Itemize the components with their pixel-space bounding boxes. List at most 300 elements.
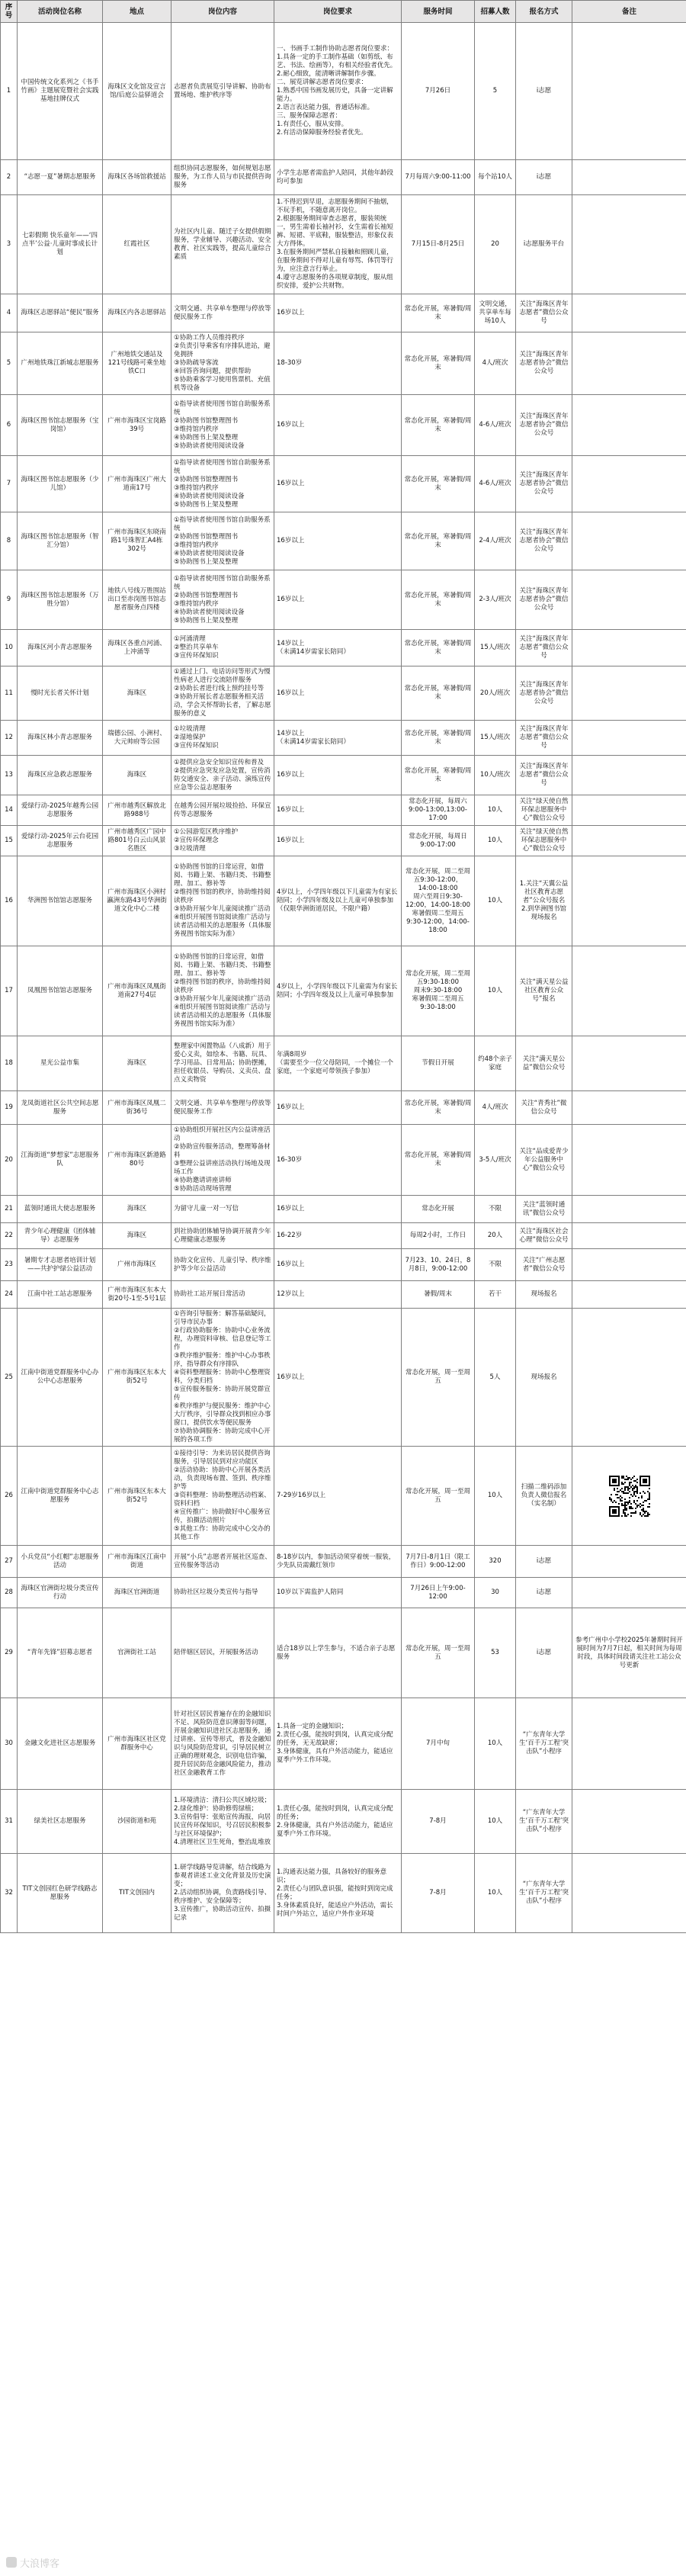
cell-time: 7月中旬	[402, 1698, 475, 1790]
cell-content: ①协助图书馆的日常运营，如借阅、书籍上架、书籍归类、书籍整理、加工、修补等 ②维持图书馆的秩序，协助维持阅读秩序 ③协助开展少年儿童阅读推广活动 ④组织开展图书馆阅读推广活动与读者活动相关的志愿服务（具体服务视图书馆实际为准）	[172, 856, 274, 946]
table-row	[1, 195, 686, 294]
header-signup: 报名方式	[516, 1, 572, 23]
table-row	[1, 1249, 686, 1281]
cell-requirement: 4岁以上，小学四年级以下儿童需为有家长陪同；小学四年级及以上儿童可单独参加（仅限华洲街道居民，不限户籍）	[274, 856, 402, 946]
cell-content: ①通过上门、电话访问等形式为慢性病老人进行交流陪伴服务 ②协助长者进行线上预约挂号等 ③协助开展长者志愿服务相关活动，学会关怀帮助长者，了解志愿服务的意义	[172, 666, 274, 721]
cell-place: 广州市海珠区凤凰街道南27号4层	[103, 946, 172, 1036]
cell-name: 小兵党员“小红帽”志愿服务活动	[18, 1546, 103, 1578]
cell-name: TIT文创园红色研学线路志愿服务	[18, 1854, 103, 1933]
cell-place: 海珠区	[103, 756, 172, 795]
cell-count: 2-4人/班次	[475, 512, 516, 570]
cell-no: 20	[1, 1125, 18, 1196]
table-row	[1, 630, 686, 666]
cell-remark	[572, 160, 686, 195]
cell-place: 广州市海珠区凤凰二街36号	[103, 1091, 172, 1125]
cell-remark	[572, 826, 686, 856]
cell-remark	[572, 856, 686, 946]
cell-time: 常态化开展，寒暑假/周末	[402, 756, 475, 795]
cell-remark	[572, 1698, 686, 1790]
header-time: 服务时间	[402, 1, 475, 23]
table-row	[1, 666, 686, 721]
cell-content: 协助文化宣传、儿童引导、秩序维护等少年公益活动	[172, 1249, 274, 1281]
cell-name: 星光公益市集	[18, 1036, 103, 1091]
cell-remark	[572, 395, 686, 456]
cell-time: 暑假/周末	[402, 1281, 475, 1309]
cell-count: 10人	[475, 856, 516, 946]
table-row	[1, 1036, 686, 1091]
cell-content: 文明交通、共享单车整理与停放等便民服务工作	[172, 1091, 274, 1125]
cell-name: “青年先锋”招募志愿者	[18, 1608, 103, 1698]
cell-name: 海珠区应急救志愿服务	[18, 756, 103, 795]
cell-no: 16	[1, 856, 18, 946]
cell-no: 8	[1, 512, 18, 570]
cell-signup: “广东青年大学生‘百千万工程’突击队”小程序	[516, 1790, 572, 1854]
cell-remark	[572, 1447, 686, 1546]
cell-remark	[572, 1578, 686, 1608]
cell-content: ①垃圾清理 ②湿地保护 ③宣传环保知识	[172, 721, 274, 756]
cell-place: 广州市海珠区新港路80号	[103, 1125, 172, 1196]
cell-time: 常态化开展，寒暑假/周末	[402, 395, 475, 456]
cell-time: 常态化开展，寒暑假/周末	[402, 721, 475, 756]
cell-requirement: 4岁以上，小学四年级以下儿童需为有家长陪同；小学四年级及以上儿童可单独参加	[274, 946, 402, 1036]
cell-name: 爱绿行动-2025年越秀公园志愿服务	[18, 795, 103, 826]
cell-no: 7	[1, 456, 18, 512]
cell-signup: i志愿	[516, 1578, 572, 1608]
table-row	[1, 1223, 686, 1249]
cell-signup: 扫描二维码添加负责人微信报名（实名制）	[516, 1447, 572, 1546]
cell-no: 31	[1, 1790, 18, 1854]
cell-no: 23	[1, 1249, 18, 1281]
watermark-text: 大浪博客	[20, 2557, 60, 2569]
cell-content: 开展“小兵”志愿者开展社区巡查、宣传服务等活动	[172, 1546, 274, 1578]
cell-remark	[572, 1309, 686, 1447]
cell-time: 常态化开展，周二至周五9:30-12:00，14:00-18:00 周六至周日9:30-12:00，14:00-18:00 寒暑假周二至周五9:30-12:00，14:00-18:00	[402, 856, 475, 946]
table-row	[1, 946, 686, 1036]
cell-signup: 关注“海珠区青年志愿者”微信公众号	[516, 721, 572, 756]
cell-content: ①指导读者使用图书馆自助服务系统 ②协助图书馆整理图书 ③维持馆内秩序 ④协助读者使用阅读设备 ⑤协助图书上架及整理	[172, 512, 274, 570]
table-row	[1, 1546, 686, 1578]
cell-count: 20	[475, 195, 516, 294]
cell-no: 12	[1, 721, 18, 756]
cell-place: 沙园街道和苑	[103, 1790, 172, 1854]
cell-place: 海珠区各场馆救援站	[103, 160, 172, 195]
cell-content: 为社区内儿童、随迁子女提供假期服务，学业辅导、兴趣活动、安全教育、社区实践等，提高儿童综合素质	[172, 195, 274, 294]
cell-signup: 关注“海珠区青年志愿者协会”微信公众号	[516, 570, 572, 630]
cell-no: 15	[1, 826, 18, 856]
cell-remark	[572, 570, 686, 630]
cell-no: 9	[1, 570, 18, 630]
cell-remark	[572, 1091, 686, 1125]
cell-place: 瑞德公园、小洲村、大元帅府等公园	[103, 721, 172, 756]
header-place: 地点	[103, 1, 172, 23]
cell-remark	[572, 23, 686, 160]
cell-time: 常态化开展，寒暑假/周末	[402, 332, 475, 395]
cell-time: 常态化开展，寒暑假/周末	[402, 666, 475, 721]
cell-content: 协助社区垃圾分类宣传与指导	[172, 1578, 274, 1608]
cell-signup: 关注“品成爱青少年公益服务中心”微信公众号	[516, 1125, 572, 1196]
cell-no: 1	[1, 23, 18, 160]
cell-time: 7月15日-8月25日	[402, 195, 475, 294]
cell-signup: i志愿	[516, 1546, 572, 1578]
cell-requirement: 16-30岁	[274, 1125, 402, 1196]
cell-content: 整理家中闲置物品（八成新）用于爱心义卖，如绘本、书籍、玩具、学习用品、日常用品；协助摆摊，担任收银员、导购员、义卖员、盘点义卖物资	[172, 1036, 274, 1091]
table-row	[1, 332, 686, 395]
cell-time: 7-8月	[402, 1854, 475, 1933]
table-row	[1, 395, 686, 456]
header-content: 岗位内容	[172, 1, 274, 23]
cell-signup: “广东青年大学生‘百千万工程’突击队”小程序	[516, 1698, 572, 1790]
cell-no: 13	[1, 756, 18, 795]
table-row	[1, 1698, 686, 1790]
table-row	[1, 721, 686, 756]
table-row	[1, 1281, 686, 1309]
cell-signup: 现场报名	[516, 1281, 572, 1309]
cell-place: 广州市海珠区小洲村瀛洲东路43号华洲街道文化中心二楼	[103, 856, 172, 946]
cell-content: 组织协同志愿服务，如何规划志愿服务，为工作人员与市民提供咨询服务	[172, 160, 274, 195]
cell-no: 10	[1, 630, 18, 666]
cell-name: 海珠区志愿驿站“便民”服务	[18, 294, 103, 332]
table-row	[1, 1790, 686, 1854]
cell-place: 广州市海珠区东本大街52号	[103, 1309, 172, 1447]
header-count: 招募人数	[475, 1, 516, 23]
cell-name: 凤凰图书馆馆志愿服务	[18, 946, 103, 1036]
cell-place: 广州市海珠区东本大街52号	[103, 1447, 172, 1546]
cell-name: 爱绿行动-2025年云台花园志愿服务	[18, 826, 103, 856]
table-row	[1, 856, 686, 946]
cell-no: 11	[1, 666, 18, 721]
cell-count: 每个站10人	[475, 160, 516, 195]
cell-signup: 关注“海珠区青年志愿者”微信公众号	[516, 294, 572, 332]
cell-no: 30	[1, 1698, 18, 1790]
cell-requirement: 1.不得迟到早退，志愿服务期间不抽烟，不玩手机，不随意离开岗位。 2.根据服务期间审查志愿者，服装须统一，男生需着长袖衬衫，女生需着长袖短裤、短裙、平底鞋，服装整洁，形象仪表大方得体。 3.在服务期间严禁私自接触和照顾儿童，在服务期间不得对儿童有辱骂、体罚等行为，应注意言行举止。 4.遵守志愿服务的各项规章制度，服从组织安排，爱护公共财物。	[274, 195, 402, 294]
cell-signup: 关注“海珠区青年志愿者协会”微信公众号	[516, 332, 572, 395]
cell-place: 广州市海珠区东本大街20号-1至-5号1层	[103, 1281, 172, 1309]
cell-name: 海珠区图书馆志愿服务（少儿馆）	[18, 456, 103, 512]
cell-content: 志愿者负责展览引导讲解、协助布置场地、维护秩序等	[172, 23, 274, 160]
cell-time: 7月7日-8月1日（限工作日）9:00-12:00	[402, 1546, 475, 1578]
cell-signup: 关注“海珠区青年志愿者协会”微信公众号	[516, 456, 572, 512]
cell-name: 江南中街道党群服务中心办公中心志愿服务	[18, 1309, 103, 1447]
cell-place: 官洲街社工站	[103, 1608, 172, 1698]
cell-remark	[572, 630, 686, 666]
cell-signup: 关注“绿天使自然环保志愿服务中心”微信公众号	[516, 826, 572, 856]
cell-content: 到社协助团体辅导协调开展青少年心理健康志愿服务	[172, 1223, 274, 1249]
cell-no: 25	[1, 1309, 18, 1447]
cell-time: 7月26日上午9:00-12:00	[402, 1578, 475, 1608]
cell-signup: i志愿服务平台	[516, 195, 572, 294]
cell-signup: i志愿	[516, 160, 572, 195]
cell-name: “志愿一夏”暑期志愿服务	[18, 160, 103, 195]
table-row	[1, 1854, 686, 1933]
cell-time: 常态化开展，周二至周五9:30-18:00 周末9:30-18:00 寒暑假周二至周五9:30-18:00	[402, 946, 475, 1036]
cell-count: 10人	[475, 1698, 516, 1790]
table-row	[1, 756, 686, 795]
cell-place: 广州地铁交通站及121号线路可乘坐地铁C口	[103, 332, 172, 395]
cell-requirement: 年满8周岁 （需要至少一位父母陪同，一个摊位一个家庭，一个家庭可带领孩子参加）	[274, 1036, 402, 1091]
cell-content: ①提供应急安全知识宣传和普及 ②提供应急突发应急处置，宣传消防交通安全、亲子活动、演练宣传应急等公益志愿服务	[172, 756, 274, 795]
cell-requirement: 16岁以上	[274, 795, 402, 826]
cell-name: 蓝领时通讯大使志愿服务	[18, 1196, 103, 1223]
cell-requirement: 10岁以下需监护人陪同	[274, 1578, 402, 1608]
cell-requirement: 7-29岁16岁以上	[274, 1447, 402, 1546]
cell-signup: 关注“青秀社”微信公众号	[516, 1091, 572, 1125]
cell-name: 江南中社工站志愿服务	[18, 1281, 103, 1309]
cell-remark	[572, 512, 686, 570]
table-row	[1, 294, 686, 332]
cell-count: 3-5人/班次	[475, 1125, 516, 1196]
cell-remark	[572, 795, 686, 826]
cell-no: 24	[1, 1281, 18, 1309]
cell-place: 海珠区	[103, 1036, 172, 1091]
cell-no: 21	[1, 1196, 18, 1223]
cell-place: 海珠区官洲街道	[103, 1578, 172, 1608]
cell-count: 320	[475, 1546, 516, 1578]
cell-name: 海珠区河小青志愿服务	[18, 630, 103, 666]
cell-time: 常态化开展，寒暑假/周末	[402, 1125, 475, 1196]
cell-count: 20人	[475, 1223, 516, 1249]
cell-place: 红霞社区	[103, 195, 172, 294]
cell-remark	[572, 1281, 686, 1309]
cell-time: 节假日开展	[402, 1036, 475, 1091]
cell-content: 陪伴辖区居民，开展服务活动	[172, 1608, 274, 1698]
cell-place: 广州市海珠区	[103, 1249, 172, 1281]
cell-time: 常态化开展，周一至周五	[402, 1309, 475, 1447]
cell-no: 32	[1, 1854, 18, 1933]
cell-name: 七彩假期 快乐童年——‘四点半’公益·儿童时事成长计划	[18, 195, 103, 294]
cell-requirement: 12岁以上	[274, 1281, 402, 1309]
cell-content: ①公园游览区秩序维护 ②宣传环保理念 ③垃圾清理	[172, 826, 274, 856]
table-row	[1, 570, 686, 630]
cell-requirement: 1.责任心强，能按时到岗，认真完成分配的任务； 2.身体健康，具有户外活动能力，能适应夏季户外工作环境。	[274, 1790, 402, 1854]
cell-signup: 关注“绿天使自然环保志愿服务中心”微信公众号	[516, 795, 572, 826]
cell-no: 27	[1, 1546, 18, 1578]
cell-requirement: 16岁以上	[274, 826, 402, 856]
cell-content: 文明交通、共享单车整理与停放等便民服务工作	[172, 294, 274, 332]
cell-time: 常态化开展，寒暑假/周末	[402, 294, 475, 332]
cell-content: ①协助组织开展社区内公益讲座活动 ②协助宣传服务活动，整理筹备材料 ③整理公益讲座活动执行场地及现场工作 ④协助邀请讲座讲师 ⑤协助活动现场管理	[172, 1125, 274, 1196]
cell-name: 暑期专才志愿者培训计划——共护护绿公益活动	[18, 1249, 103, 1281]
table-row	[1, 1196, 686, 1223]
cell-place: 海珠区各重点河涌、上冲涌等	[103, 630, 172, 666]
cell-signup: 关注“海珠区青年志愿者协会”微信公众号	[516, 666, 572, 721]
cell-requirement: 小学生志愿者需监护人陪同，其他年龄段均可参加	[274, 160, 402, 195]
cell-content: ①指导读者使用图书馆自助服务系统 ②协助图书馆整理图书 ③维持馆内秩序 ④协助读者使用阅读设备 ⑤协助图书上架及整理	[172, 570, 274, 630]
cell-content: ①协助工作人员维持秩序 ②负责引导乘客有序排队进站，避免拥挤 ③协助疏导客流 ④回答咨询问题，提供帮助 ⑤协助乘客学习使用售票机、充值机等设备	[172, 332, 274, 395]
cell-content: ①咨询引导服务：解答基础疑问，引导市民办事 ②行政协助服务：协助中心业务流程，办理资料审核、信息登记等工作 ③秩序维护服务：维护中心办事秩序，指导群众有序排队 ④资料整理服务：协助中心整理资料，分类归档 ⑤宣传服务服务：协助开展党群宣传 ⑥秩序维护与便民服务：维护中心大厅秩序，引导群众找到相应办事窗口，提供饮水等便民服务 ⑦协助协调服务：协助完成中心开展的各项工作	[172, 1309, 274, 1447]
cell-place: 广州市海珠区宝岗路39号	[103, 395, 172, 456]
cell-no: 4	[1, 294, 18, 332]
cell-place: 海珠区	[103, 1223, 172, 1249]
table-body	[1, 23, 686, 1933]
cell-requirement: 1.具备一定的金融知识； 2.责任心强，能按时到岗，认真完成分配的任务，无无故缺席； 3.身体健康，具有户外活动能力，能适应夏季户外工作环境。	[274, 1698, 402, 1790]
cell-signup: 关注“海珠区青年志愿者”微信公众号	[516, 630, 572, 666]
cell-time: 常态化开展，寒暑假/周末	[402, 512, 475, 570]
cell-requirement: 16岁以上	[274, 1091, 402, 1125]
table-row	[1, 795, 686, 826]
cell-no: 22	[1, 1223, 18, 1249]
cell-requirement: 14岁以上 （未满14岁需家长陪同）	[274, 630, 402, 666]
cell-remark	[572, 456, 686, 512]
cell-name: 中国传统文化系列之《书手竹画》主题展览暨社会实践基地挂牌仪式	[18, 23, 103, 160]
header-name: 活动岗位名称	[18, 1, 103, 23]
cell-signup: 1.关注“天翼公益社区教育志愿者”公众号报名 2.到华洲图书馆现场报名	[516, 856, 572, 946]
cell-count: 若干	[475, 1281, 516, 1309]
header-requirement: 岗位要求	[274, 1, 402, 23]
cell-place: 广州市越秀区解放北路988号	[103, 795, 172, 826]
cell-content: ①河涌清理 ②整治共享单车 ③宣传环保知识	[172, 630, 274, 666]
cell-count: 不限	[475, 1196, 516, 1223]
cell-no: 18	[1, 1036, 18, 1091]
cell-count: 10人	[475, 1790, 516, 1854]
cell-place: 海珠区	[103, 1196, 172, 1223]
cell-remark	[572, 1546, 686, 1578]
cell-name: 龙凤街道社区公共空间志愿服务	[18, 1091, 103, 1125]
cell-name: 江南中街道党群服务中心志愿服务	[18, 1447, 103, 1546]
cell-no: 2	[1, 160, 18, 195]
table-row	[1, 1125, 686, 1196]
cell-name: 绿美社区志愿服务	[18, 1790, 103, 1854]
cell-count: 5人	[475, 1309, 516, 1447]
cell-count: 5	[475, 23, 516, 160]
cell-place: 广州市越秀区广园中路801号白云山风景名胜区	[103, 826, 172, 856]
cell-remark	[572, 946, 686, 1036]
cell-requirement: 16岁以上	[274, 1309, 402, 1447]
cell-requirement: 一、书画手工制作协助志愿者岗位要求： 1.具备一定的手工制作基础（如剪纸、布艺、书法、绘画等），有相关经验者优先。 2.耐心细致，能清晰讲解制作步骤。 二、展览讲解志愿者岗位要求： 1.熟悉中国书画发展历史，具备一定讲解能力。 2.语言表达能力强，普通话标准。 三、服务保障志愿者： 1.有责任心，服从安排。 2.有活动保障服务经验者优先。	[274, 23, 402, 160]
cell-signup: 关注“满天星公益社区教育公众号”报名	[516, 946, 572, 1036]
cell-remark	[572, 666, 686, 721]
cell-requirement: 18-30岁	[274, 332, 402, 395]
cell-no: 14	[1, 795, 18, 826]
table-header-row	[1, 1, 686, 23]
table-row	[1, 1578, 686, 1608]
cell-requirement: 16岁以上	[274, 1249, 402, 1281]
table-row	[1, 160, 686, 195]
cell-time: 常态化开展，寒暑假/周末	[402, 630, 475, 666]
cell-requirement: 16岁以上	[274, 395, 402, 456]
cell-requirement: 1.沟通表达能力强，具备较好的服务意识； 2.责任心与团队意识强，能按时到岗完成任务； 3.身体素质良好，能适应户外活动，需长时间户外站立，适应户外作业环境	[274, 1854, 402, 1933]
cell-count: 文明交通，共享单车每场10人	[475, 294, 516, 332]
cell-remark	[572, 1249, 686, 1281]
cell-remark	[572, 1196, 686, 1223]
cell-content: ①接待引导：为来访居民提供咨询服务，引导居民到对应功能区 ②活动协助：协助中心开展各类活动，负责现场布置、签到、秩序维护等 ③资料整理：协助整理活动档案、资料归档 ④宣传推广：协助做好中心服务宣传，拍摄活动照片 ⑤其他工作：协助完成中心交办的其他工作	[172, 1447, 274, 1546]
cell-signup: 现场报名	[516, 1309, 572, 1447]
cell-no: 19	[1, 1091, 18, 1125]
cell-name: 海珠区林小青志愿服务	[18, 721, 103, 756]
cell-remark	[572, 195, 686, 294]
cell-time: 常态化开展，寒暑假/周末	[402, 570, 475, 630]
cell-name: 海珠区图书馆志愿服务（智汇分馆）	[18, 512, 103, 570]
cell-content: 协助社工站开展日常活动	[172, 1281, 274, 1309]
table-row	[1, 1091, 686, 1125]
cell-count: 10人	[475, 826, 516, 856]
cell-time: 7月23、10、24日，8月8日，9:00-12:00	[402, 1249, 475, 1281]
cell-remark: 参考广州中小学校2025年暑期时间开展时间为7月7日起，相关时间为每周时段，具体时间段请关注社工站公众号更新	[572, 1608, 686, 1698]
cell-remark	[572, 1790, 686, 1854]
cell-requirement: 16-22岁	[274, 1223, 402, 1249]
cell-count: 10人	[475, 946, 516, 1036]
cell-count: 4-6人/班次	[475, 456, 516, 512]
cell-requirement: 14岁以上 （未满14岁需家长陪同）	[274, 721, 402, 756]
table-row	[1, 1309, 686, 1447]
cell-requirement: 16岁以上	[274, 456, 402, 512]
cell-remark	[572, 1125, 686, 1196]
cell-time: 7-8月	[402, 1790, 475, 1854]
cell-place: 广州市海珠区社区党群服务中心	[103, 1698, 172, 1790]
cell-remark	[572, 756, 686, 795]
cell-place: 地铁八号线万胜围站出口至赤岗图书馆志愿者服务点四楼	[103, 570, 172, 630]
cell-name: 金融文化进社区志愿服务	[18, 1698, 103, 1790]
table-row	[1, 1447, 686, 1546]
cell-requirement: 16岁以上	[274, 294, 402, 332]
cell-place: 广州市海珠区广州大道南17号	[103, 456, 172, 512]
cell-name: 广州地铁珠江新城志愿服务	[18, 332, 103, 395]
cell-count: 4-6人/班次	[475, 395, 516, 456]
cell-place: 广州市海珠区东晓南路1号珠智汇A4栋302号	[103, 512, 172, 570]
cell-place: 海珠区	[103, 666, 172, 721]
cell-time: 7月26日	[402, 23, 475, 160]
cell-count: 15人/班次	[475, 721, 516, 756]
cell-place: 广州市海珠区江南中街道	[103, 1546, 172, 1578]
cell-time: 每周2小时，工作日	[402, 1223, 475, 1249]
cell-count: 10人	[475, 1854, 516, 1933]
cell-requirement: 16岁以上	[274, 756, 402, 795]
cell-count: 53	[475, 1608, 516, 1698]
table-row	[1, 1608, 686, 1698]
cell-count: 10人	[475, 1447, 516, 1546]
watermark-logo-icon	[6, 2557, 17, 2568]
cell-signup: 关注“海珠区青年志愿者”微信公众号	[516, 756, 572, 795]
cell-requirement: 16岁以上	[274, 512, 402, 570]
cell-count: 约48个亲子家庭	[475, 1036, 516, 1091]
cell-name: 海珠区图书馆志愿服务（宝岗馆）	[18, 395, 103, 456]
cell-remark	[572, 721, 686, 756]
cell-remark	[572, 1223, 686, 1249]
cell-count: 不限	[475, 1249, 516, 1281]
cell-count: 2-3人/班次	[475, 570, 516, 630]
cell-no: 3	[1, 195, 18, 294]
cell-place: TIT文创园内	[103, 1854, 172, 1933]
signup-qr-code[interactable]	[575, 1474, 684, 1518]
cell-time: 常态化开展，每周日9:00-17:00	[402, 826, 475, 856]
table-row	[1, 456, 686, 512]
cell-place: 海珠区内各志愿驿站	[103, 294, 172, 332]
cell-time: 常态化开展，寒暑假/周末	[402, 456, 475, 512]
cell-count: 15人/班次	[475, 630, 516, 666]
cell-requirement: 适合18岁以上学生参与，不适合亲子志愿服务	[274, 1608, 402, 1698]
cell-signup: 关注“广州志愿者”微信公众号	[516, 1249, 572, 1281]
cell-no: 5	[1, 332, 18, 395]
cell-content: 针对社区居民普遍存在的金融知识不足、风险防范意识薄弱等问题，开展金融知识进社区志愿服务，通过讲座、宣传等形式，普及金融知识与风险防范常识，引导居民树立正确的理财观念，识别电信诈骗，提升居民防范金融风险能力，推动社区金融教育工作	[172, 1698, 274, 1790]
cell-content: 在越秀公园开展垃圾捡拾、环保宣传等志愿服务	[172, 795, 274, 826]
cell-content: 为留守儿童一对一写信	[172, 1196, 274, 1223]
cell-signup: “广东青年大学生‘百千万工程’突击队”小程序	[516, 1854, 572, 1933]
cell-name: 青少年心理健康（团体辅导）志愿服务	[18, 1223, 103, 1249]
cell-name: 慢时光长者关怀计划	[18, 666, 103, 721]
cell-content: ①协助图书馆的日常运营，如借阅、书籍上架、书籍归类、书籍整理、加工、修补等 ②维持图书馆的秩序，协助维持阅读秩序 ③协助开展少年儿童阅读推广活动 ④组织开展图书馆阅读推广活动与读者活动相关的志愿服务（具体服务视图书馆实际为准）	[172, 946, 274, 1036]
watermark	[6, 2555, 59, 2570]
cell-name: 海珠区图书馆志愿服务（万胜分馆）	[18, 570, 103, 630]
table-row	[1, 512, 686, 570]
cell-signup: 关注“海珠区青年志愿者协会”微信公众号	[516, 512, 572, 570]
cell-count: 10人	[475, 795, 516, 826]
cell-time: 常态化开展，每周六9:00-13:00,13:00-17:00	[402, 795, 475, 826]
cell-requirement: 8-18岁以内，参加活动须穿着统一服装，少先队员需戴红领巾	[274, 1546, 402, 1578]
cell-count: 20人/班次	[475, 666, 516, 721]
cell-signup: 关注“满天星公益”微信公众号	[516, 1036, 572, 1091]
cell-time: 常态化开展，寒暑假/周末	[402, 1091, 475, 1125]
cell-remark	[572, 294, 686, 332]
cell-count: 4人/班次	[475, 332, 516, 395]
